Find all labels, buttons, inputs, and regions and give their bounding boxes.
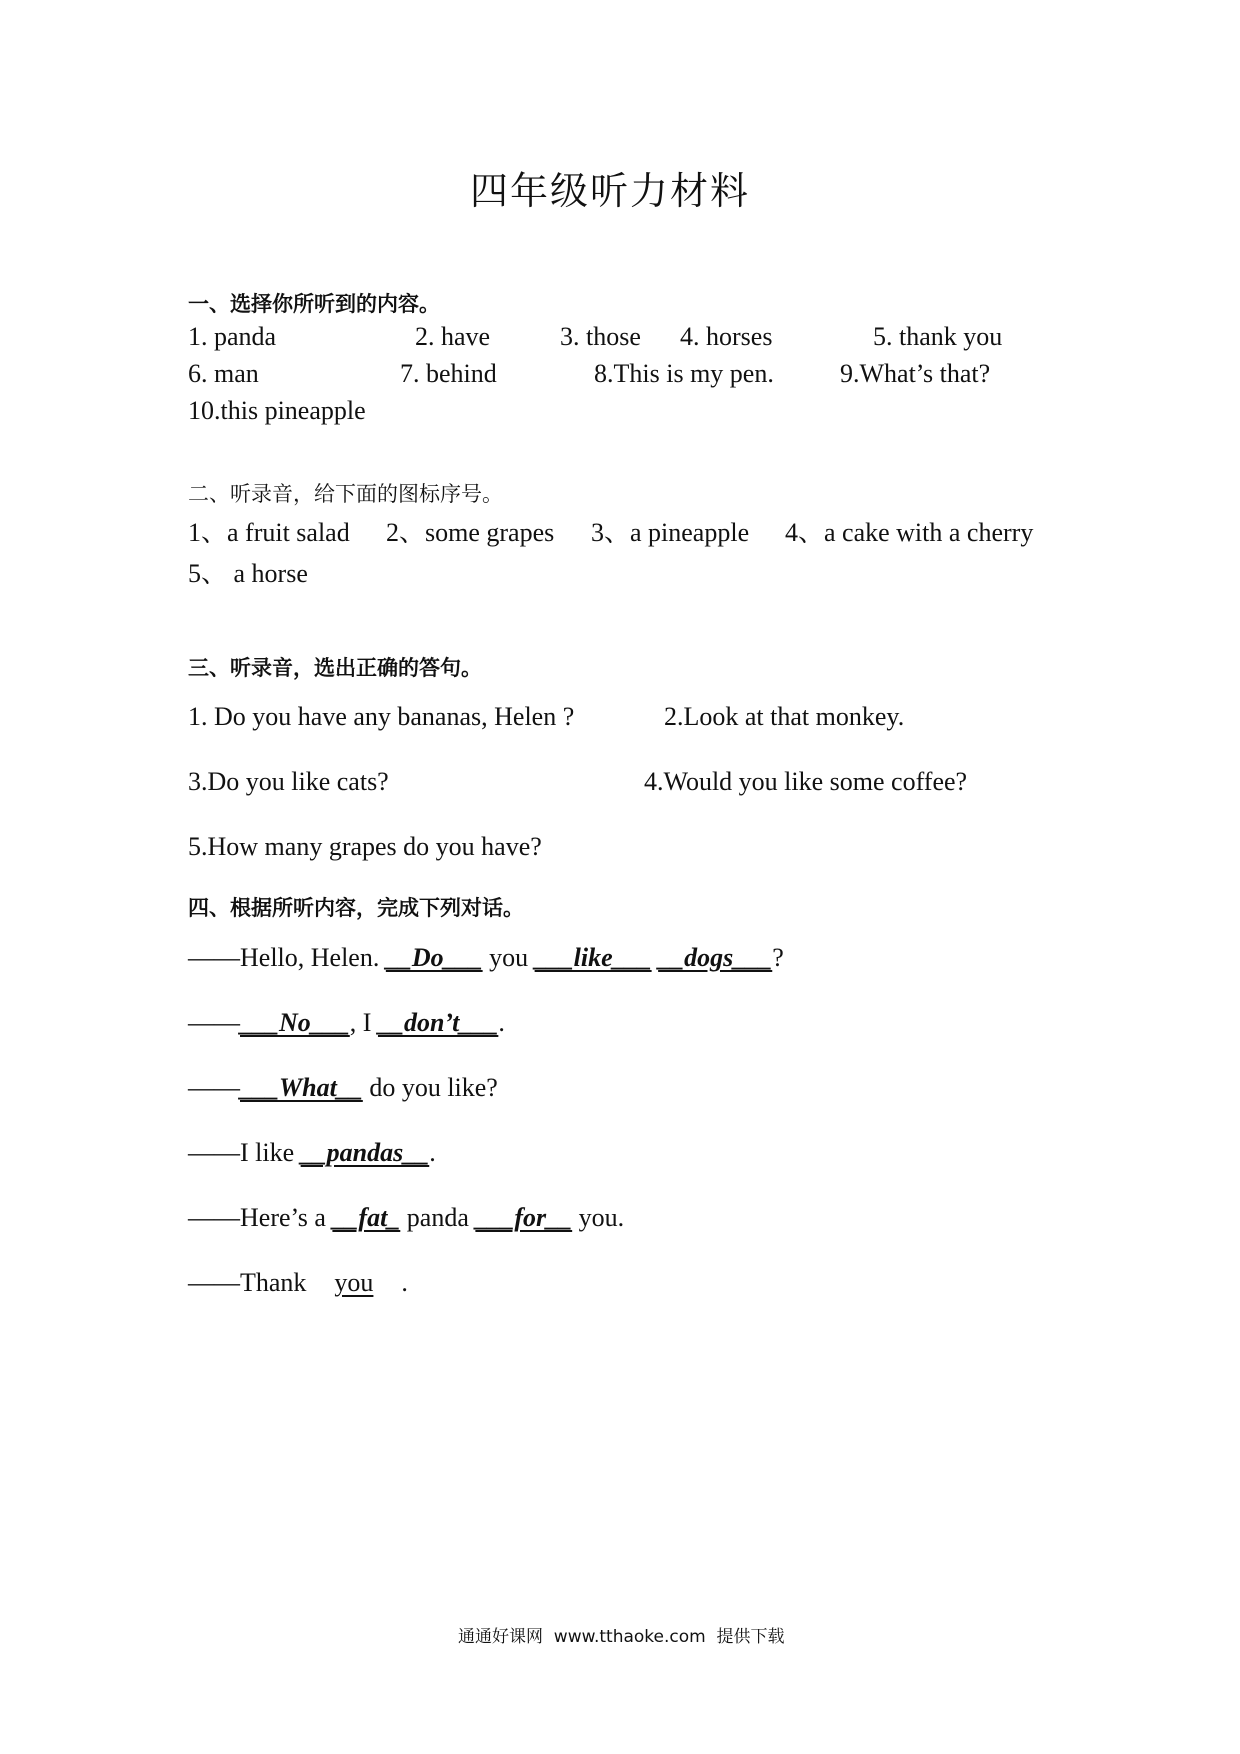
- s2-item-3: 3、a pineapple: [591, 518, 750, 547]
- s3-item-2: 2.Look at that monkey.: [664, 702, 905, 731]
- page-footer: 通通好课网 www.tthaoke.com 提供下载: [458, 1627, 785, 1647]
- dialogue-text: ?: [772, 943, 784, 972]
- s1-item-2: 2. have: [415, 322, 491, 351]
- s1-item-6: 6. man: [188, 359, 259, 388]
- dialogue-text: panda: [400, 1203, 476, 1232]
- answer-blank: ___for__: [475, 1203, 573, 1232]
- s1-item-1: 1. panda: [188, 322, 277, 351]
- s3-item-1: 1. Do you have any bananas, Helen ?: [188, 702, 575, 731]
- answer-blank: __pandas__: [300, 1138, 430, 1167]
- page-title: 四年级听力材料: [470, 171, 751, 213]
- answer-blank: ___No___: [240, 1008, 350, 1037]
- dialogue-dash: ——: [188, 1268, 240, 1297]
- dialogue-text: , I: [349, 1008, 378, 1037]
- dialogue-dash: ——: [188, 1008, 240, 1037]
- section2-heading: 二、听录音，给下面的图标序号。: [188, 482, 503, 506]
- dialogue-text: Thank: [240, 1268, 307, 1297]
- s1-item-10: 10.this pineapple: [188, 396, 366, 425]
- answer-blank: ___like___: [534, 943, 652, 972]
- s1-item-9: 9.What’s that?: [840, 359, 991, 388]
- dialogue-text: .: [401, 1268, 408, 1297]
- s1-item-7: 7. behind: [400, 359, 497, 388]
- answer-blank: __fat_: [332, 1203, 401, 1232]
- dialogue-text: do you like?: [362, 1073, 498, 1102]
- s2-item-5: 5、 a horse: [188, 559, 308, 588]
- section4-heading: 四、根据所听内容，完成下列对话。: [188, 896, 524, 920]
- dialogue-text: .: [498, 1008, 505, 1037]
- s2-item-1: 1、a fruit salad: [188, 518, 350, 547]
- dialogue-text: Hello, Helen.: [240, 943, 386, 972]
- dialogue-line-2: [188, 1008, 505, 1038]
- s1-item-8: 8.This is my pen.: [594, 359, 774, 388]
- s2-item-4: 4、a cake with a cherry: [785, 518, 1034, 547]
- section3-heading: 三、听录音，选出正确的答句。: [188, 656, 482, 680]
- s1-item-4: 4. horses: [680, 322, 773, 351]
- dialogue-text: .: [429, 1138, 436, 1167]
- dialogue-text: Here’s a: [240, 1203, 333, 1232]
- answer-blank: you: [334, 1268, 374, 1297]
- dialogue-dash: ——: [188, 1203, 240, 1232]
- answer-blank: __dogs___: [658, 943, 773, 972]
- dialogue-text: I like: [240, 1138, 301, 1167]
- answer-blank: __Do___: [385, 943, 483, 972]
- dialogue-line-4: [188, 1138, 436, 1168]
- dialogue-dash: ——: [188, 1073, 240, 1102]
- dialogue-line-1: [188, 943, 784, 973]
- s3-item-5: 5.How many grapes do you have?: [188, 832, 542, 861]
- dialogue-dash: ——: [188, 943, 240, 972]
- dialogue-line-5: [188, 1203, 624, 1233]
- s3-item-3: 3.Do you like cats?: [188, 767, 389, 796]
- s1-item-3: 3. those: [560, 322, 641, 351]
- s1-item-5: 5. thank you: [873, 322, 1003, 351]
- dialogue-text: you: [482, 943, 535, 972]
- dialogue-line-3: [188, 1073, 498, 1103]
- answer-blank: ___What__: [240, 1073, 363, 1102]
- answer-blank: __don’t___: [377, 1008, 499, 1037]
- dialogue-line-6: [188, 1268, 408, 1298]
- dialogue-text: you.: [572, 1203, 625, 1232]
- s3-item-4: 4.Would you like some coffee?: [644, 767, 968, 796]
- s2-item-2: 2、some grapes: [386, 518, 555, 547]
- section1-heading: 一、选择你所听到的内容。: [188, 292, 440, 316]
- dialogue-dash: ——: [188, 1138, 240, 1167]
